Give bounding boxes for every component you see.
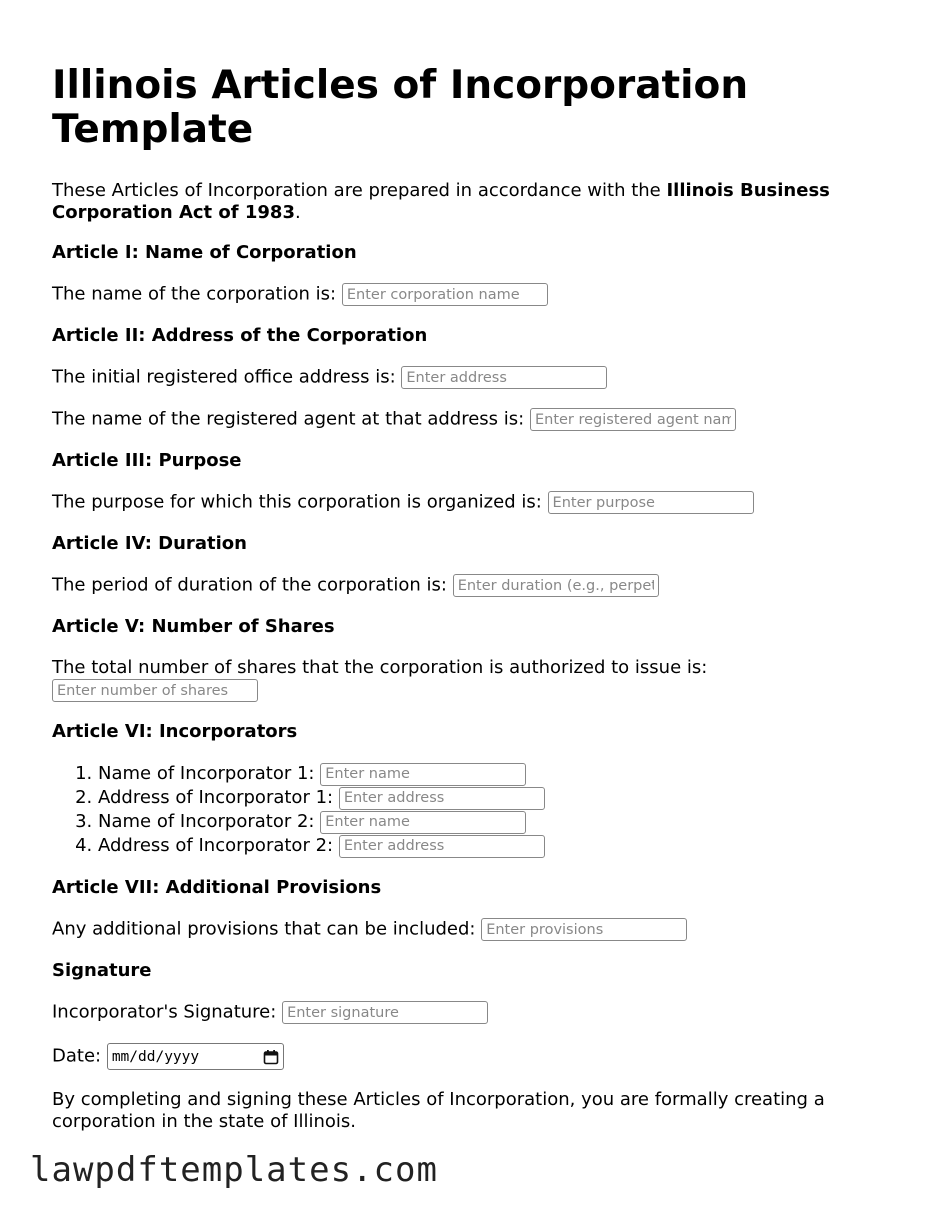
article4-row — [52, 574, 888, 597]
date-label: Date: — [52, 1045, 102, 1067]
registered-agent-input[interactable] — [530, 408, 736, 431]
shares-label: The total number of shares that the corporation is authorized to issue is: — [52, 657, 708, 678]
incorporator2-address-label: Address of Incorporator 2: — [98, 835, 334, 856]
article2-agent-row — [52, 408, 888, 431]
date-row — [52, 1043, 888, 1070]
incorporator2-name-label: Name of Incorporator 2: — [98, 811, 315, 832]
date-input[interactable] — [107, 1043, 284, 1070]
article1-heading: Article I: Name of Corporation — [52, 242, 357, 263]
page-title: Illinois Articles of Incorporation Template — [52, 63, 749, 152]
office-address-label: The initial registered office address is: — [52, 366, 396, 388]
office-address-input[interactable] — [401, 366, 607, 389]
provisions-input[interactable] — [481, 918, 687, 941]
list-item — [98, 786, 888, 810]
brand-watermark: lawpdftemplates.com — [30, 1150, 438, 1190]
article2-heading: Article II: Address of the Corporation — [52, 325, 428, 346]
incorporator1-address-label: Address of Incorporator 1: — [98, 787, 334, 808]
article4-heading: Article IV: Duration — [52, 533, 247, 554]
signature-label: Incorporator's Signature: — [52, 1001, 277, 1023]
signature-row — [52, 1001, 888, 1024]
list-item — [98, 810, 888, 834]
corporation-name-input[interactable] — [342, 283, 548, 306]
article6-heading: Article VI: Incorporators — [52, 721, 298, 742]
article1-row — [52, 283, 888, 306]
article5-row — [52, 657, 888, 702]
list-item — [98, 762, 888, 786]
signature-heading: Signature — [52, 960, 152, 981]
article7-row — [52, 918, 888, 941]
article3-row — [52, 491, 888, 514]
document-page — [52, 64, 888, 1133]
article5-heading: Article V: Number of Shares — [52, 616, 335, 637]
closing-paragraph: By completing and signing these Articles of Incorporation, you are formally creating a corporation in the state of Illinois. — [52, 1089, 825, 1132]
list-item — [98, 834, 888, 858]
incorporator1-name-label: Name of Incorporator 1: — [98, 763, 315, 784]
article7-heading: Article VII: Additional Provisions — [52, 877, 382, 898]
signature-input[interactable] — [282, 1001, 488, 1024]
duration-input[interactable] — [453, 574, 659, 597]
incorporators-list — [52, 762, 888, 858]
incorporator2-name-input[interactable] — [320, 811, 526, 834]
incorporator1-address-input[interactable] — [339, 787, 545, 810]
shares-input[interactable] — [52, 679, 258, 702]
intro-period: . — [294, 202, 301, 223]
duration-label: The period of duration of the corporation is: — [52, 574, 447, 596]
intro-act-name: Illinois Business Corporation Act of 1983 — [52, 180, 830, 223]
incorporator1-name-input[interactable] — [320, 763, 526, 786]
article2-address-row — [52, 366, 888, 389]
intro-text: These Articles of Incorporation are prepared in accordance with the — [52, 180, 667, 201]
purpose-label: The purpose for which this corporation is organized is: — [52, 491, 542, 513]
calendar-icon[interactable] — [263, 1049, 279, 1065]
article3-heading: Article III: Purpose — [52, 450, 242, 471]
provisions-label: Any additional provisions that can be included: — [52, 918, 476, 940]
date-placeholder: mm/dd/yyyy — [111, 1048, 200, 1065]
incorporator2-address-input[interactable] — [339, 835, 545, 858]
corporation-name-label: The name of the corporation is: — [52, 283, 337, 305]
registered-agent-label: The name of the registered agent at that address is: — [52, 408, 525, 430]
intro-paragraph — [52, 180, 888, 224]
purpose-input[interactable] — [548, 491, 754, 514]
